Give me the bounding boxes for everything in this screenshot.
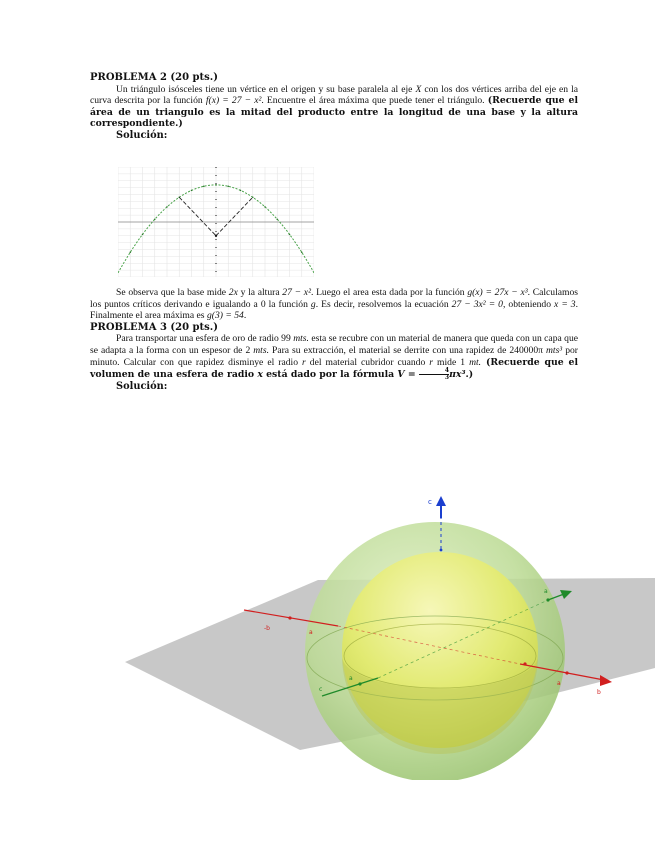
x-axis-point-pos xyxy=(565,671,568,674)
y-axis-neg-tick: a xyxy=(349,675,353,682)
p3-hint-var: x xyxy=(257,369,263,381)
parabola-point xyxy=(227,185,229,187)
p2-sol-h: . xyxy=(243,310,247,322)
p2-equation: 27 − 3x² = 0 xyxy=(451,298,503,310)
y-axis-point-pos xyxy=(546,598,549,601)
z-axis-arrow-icon xyxy=(436,496,446,506)
problem2-block xyxy=(90,72,578,142)
y-axis-neg-label: c xyxy=(319,686,323,693)
p3-unit-a: mts. xyxy=(293,333,309,345)
parabola-point xyxy=(264,206,266,208)
p3-text-a: Para transportar una esfera de oro de radio 99 xyxy=(116,333,294,345)
p2-text-b: con los dos vértices arriba del eje en la curva descrita por la función xyxy=(90,83,578,107)
p2-func-g: g(x) = 27x − x³ xyxy=(467,287,528,298)
p3-unit-c: mts³ xyxy=(545,344,563,356)
p2-max-area: g(3) = 54 xyxy=(206,310,244,322)
p3-unit-b: mts. xyxy=(253,344,269,356)
problem2-solution-label: Solución: xyxy=(116,129,168,141)
parabola-point xyxy=(191,190,193,192)
p3-unit-d: mt. xyxy=(469,356,482,368)
problem3-solution-label: Solución: xyxy=(116,381,168,393)
p3-hint-c: .) xyxy=(465,369,474,381)
parabola-point xyxy=(166,206,168,208)
parabola-point xyxy=(142,234,144,236)
parabola-point xyxy=(215,184,217,186)
p2-height: 27 − x² xyxy=(282,287,311,298)
z-axis-label: c xyxy=(428,498,432,506)
parabola-point xyxy=(129,251,131,253)
p2-text-c: . Encuentre el área máxima que puede tener el triángulo. xyxy=(261,95,488,107)
triangle-apex-point xyxy=(215,235,217,237)
x-axis-pos-tick: a xyxy=(557,680,561,687)
p3-hint-a: (Recuerde que el volumen de una esfera de radio xyxy=(90,356,578,381)
problem2-heading: PROBLEMA 2 (20 pts.) xyxy=(90,72,218,83)
parabola-point xyxy=(154,218,156,220)
x-axis-point-mid xyxy=(523,662,526,665)
p3-var-r2: r xyxy=(429,356,434,368)
p2-x-value: x = 3 xyxy=(554,298,576,310)
p3-var-r1: r xyxy=(302,356,306,368)
parabola-point xyxy=(289,234,291,236)
series-line-triangle-right xyxy=(216,197,253,236)
p3-text-e: del material cubridor cuando xyxy=(305,356,430,368)
p3-text-c: Para su extracción, el material se derrite con una rapidez de 240000π xyxy=(268,344,546,356)
problem2-solution-text xyxy=(90,287,578,322)
p3-formula-lhs: V = xyxy=(397,369,419,381)
sphere-illustration xyxy=(0,480,655,780)
x-axis-neg-label: -b xyxy=(264,625,270,632)
p3-frac-num: 4 xyxy=(419,368,449,375)
problem3-heading: PROBLEMA 3 (20 pts.) xyxy=(90,321,218,333)
p3-fraction xyxy=(419,368,449,381)
p2-sol-c: . Luego el area esta dada por la función xyxy=(310,287,468,298)
p2-func-f: f(x) = 27 − x² xyxy=(205,95,262,107)
p3-formula-rhs: πx³ xyxy=(449,369,466,381)
p3-frac-den: 3 xyxy=(444,374,450,382)
p2-sol-d: . Calculamos los puntos críticos derivando e igualando a 0 la función xyxy=(90,287,579,310)
p2-hint: (Recuerde que el área de un triangulo es la mitad del producto entre la longitud de una base y la altura correspondiente.) xyxy=(90,95,578,130)
p2-base: 2x xyxy=(228,287,238,298)
parabola-chart xyxy=(118,167,314,277)
x-axis-point-neg xyxy=(288,616,291,619)
p2-sol-e: . Es decir, resolvemos la ecuación xyxy=(315,298,452,310)
p2-sol-a: Se observa que la base mide xyxy=(116,287,229,298)
x-axis-pos-label: b xyxy=(597,689,601,696)
parabola-point xyxy=(240,190,242,192)
p2-sol-b: y la altura xyxy=(237,287,283,298)
series-line-triangle-left xyxy=(179,197,216,236)
p2-axis-x: X xyxy=(415,83,422,95)
p2-sol-f: , obteniendo xyxy=(502,298,555,310)
problem2-solution-and-problem3 xyxy=(90,287,578,393)
parabola-point xyxy=(301,251,303,253)
p3-text-d: por minuto. Calcular con que rapidez disminye el radio xyxy=(90,344,578,368)
x-axis-neg-tick: a xyxy=(309,629,313,636)
p2-g-name: g xyxy=(310,298,316,310)
p2-text-a: Un triángulo isósceles tiene un vértice en el origen y su base paralela al eje xyxy=(116,83,416,95)
p2-sol-g: . Finalmente el area máxima es xyxy=(90,298,579,322)
y-axis-point-neg xyxy=(358,682,361,685)
p3-text-b: esta se recubre con un material de manera que queda con un capa que se adapta a la forma con un espesor de 2 xyxy=(90,333,578,356)
parabola-point xyxy=(203,185,205,187)
p3-text-f: mide 1 xyxy=(433,356,470,368)
z-axis-point xyxy=(440,549,443,552)
p3-hint-b: está dado por la fórmula xyxy=(262,369,398,381)
problem2-statement xyxy=(90,84,578,130)
parabola-point xyxy=(276,218,278,220)
problem3-statement xyxy=(90,333,578,381)
y-axis-pos-label: a xyxy=(544,588,548,595)
